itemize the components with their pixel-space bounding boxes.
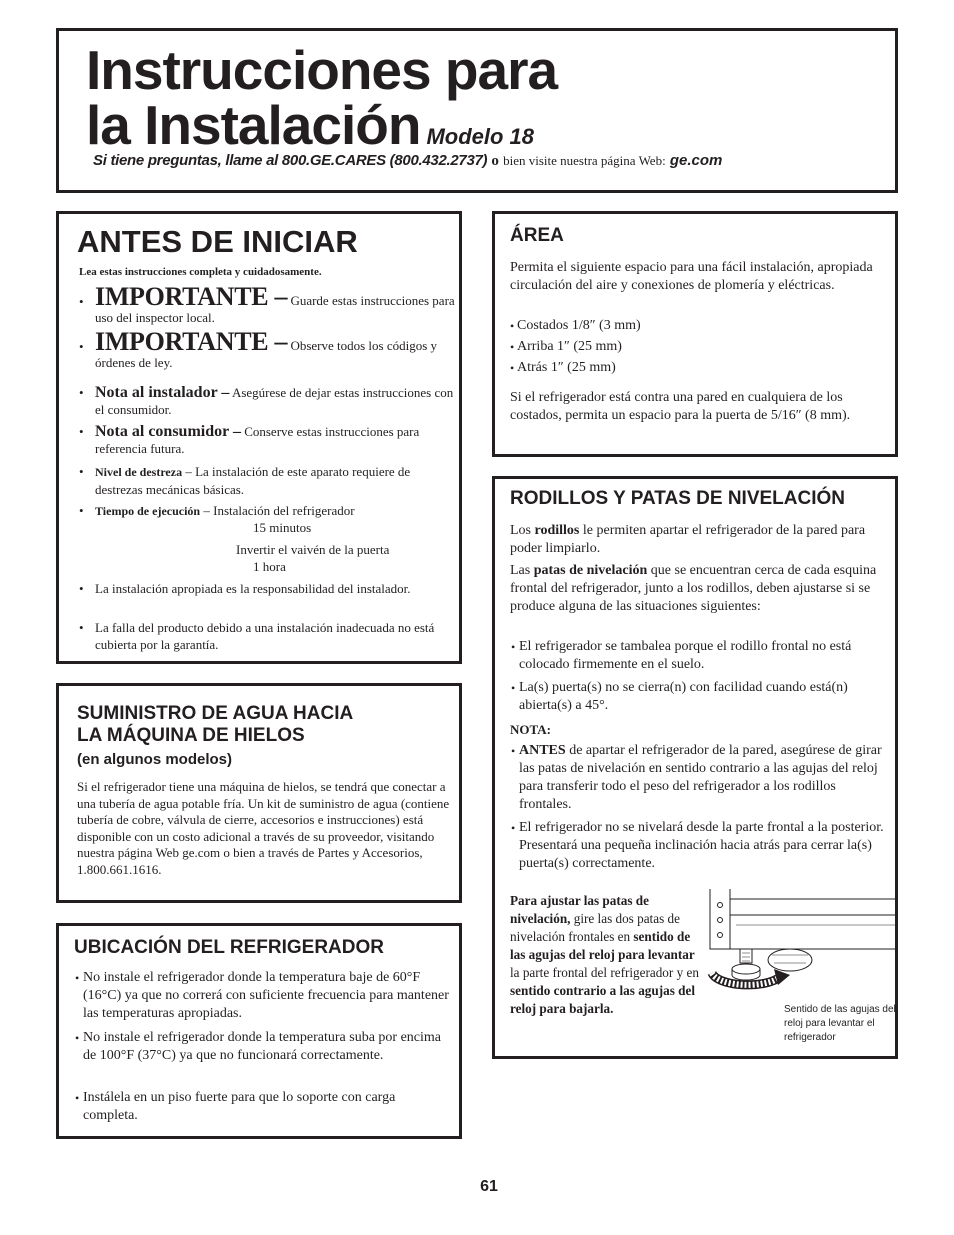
suministro-agua-title-line1: SUMINISTRO DE AGUA HACIA [77, 703, 354, 724]
ajustar-bold-3: sentido contrario a las agujas del reloj para bajarla. [510, 983, 695, 1016]
bullet: • [79, 464, 84, 479]
rodillos-bullet-2-text: La(s) puerta(s) no se cierra(n) con facilidad cuando está(n) abierta(s) a 45°. [519, 680, 848, 713]
page-number: 61 [480, 1178, 498, 1195]
screw-icon [718, 903, 723, 908]
ubicacion-item-text: Instálela en un piso fuerte para que lo soporte con carga completa. [83, 1090, 396, 1123]
contact-or: o [491, 153, 499, 169]
contact-line [93, 152, 722, 170]
area-item-text: Costados 1/8″ (3 mm) [517, 318, 641, 333]
antes-lead: Lea estas instrucciones completa y cuidadosamente. [79, 266, 322, 278]
leveling-leg-illustration [700, 885, 895, 1015]
bullet: • [75, 971, 80, 985]
nota-instalador-text: Asegúrese de dejar estas instrucciones con el consumidor. [95, 385, 454, 417]
bullet: • [510, 340, 515, 354]
screw-icon [718, 933, 723, 938]
suministro-agua-box [56, 683, 462, 903]
importante-1-label: IMPORTANTE – [95, 282, 288, 311]
rodillos-bullet-1 [511, 638, 889, 674]
rodillos-p1-bold: rodillos [534, 523, 580, 538]
importante-2-text: Observe todos los códigos y órdenes de ley. [95, 338, 438, 370]
ubicacion-item-text: No instale el refrigerador donde la temperatura baje de 60°F (16°C) ya que no correrá con suficiente frecuencia para mantener las temperaturas apropiadas. [83, 970, 449, 1021]
rodillos-bullet-4-text: El refrigerador no se nivelará desde la parte frontal a la posterior. Presentará una pequeña inclinación hacia atrás para cerrar la(s) puerta(s) correctamente. [519, 820, 884, 871]
rodillos-box [492, 476, 898, 1059]
cabinet-corner-outline [710, 889, 730, 949]
page-title-line1: Instrucciones para [86, 39, 558, 101]
rodillos-p2-c: que se encuentran cerca de cada esquina frontal del refrigerador, junto a los rodillos, deben ajustarse si se produce alguna de las situaciones siguientes: [510, 563, 877, 614]
bullet: • [79, 385, 84, 400]
bullet: • [510, 319, 515, 333]
antes-de-iniciar-box [56, 211, 462, 664]
bullet: • [79, 424, 84, 439]
nivel-destreza-label: Nivel de destreza [95, 465, 183, 479]
tiempo-valor-2: 1 hora [253, 559, 286, 574]
bullet: • [511, 821, 516, 835]
ubicacion-item [75, 1089, 453, 1125]
bullet: • [79, 620, 84, 635]
tiempo-ejecucion-text2: Invertir el vaivén de la puerta [236, 542, 390, 557]
screw-icon [718, 918, 723, 923]
area-item [510, 338, 622, 356]
ubicacion-title: UBICACIÓN DEL REFRIGERADOR [74, 937, 384, 958]
rodillos-p2 [510, 562, 890, 616]
bullet: • [510, 361, 515, 375]
area-text: Permita el siguiente espacio para una fácil instalación, apropiada circulación del aire y conexiones de plomería y eléctricas. [510, 260, 873, 293]
bullet: • [511, 640, 516, 654]
ajustar-bold-2: sentido de las agujas del reloj para levantar [510, 929, 695, 962]
rodillos-bullet-2 [511, 679, 889, 715]
nota-label: NOTA: [510, 722, 551, 737]
nota-instalador-label: Nota al instalador – [95, 384, 230, 401]
nota-consumidor-item [79, 423, 455, 457]
rodillos-bullet-4 [511, 819, 889, 873]
illustration-caption: Sentido de las agujas del reloj para levantar el refrigerador [784, 1004, 896, 1043]
ubicacion-item [75, 1029, 453, 1065]
rodillos-p1-c: le permiten apartar el refrigerador de la pared para poder limpiarlo. [510, 523, 866, 556]
bullet: • [79, 339, 84, 354]
tiempo-valor-1: 15 minutos [253, 520, 312, 535]
leveling-leg-thread [742, 953, 750, 961]
area-title: ÁREA [510, 225, 564, 246]
rodillos-bullet-3 [511, 742, 889, 814]
page-title-line2-text: la Instalación [86, 94, 421, 156]
ajustar-bold-1: Para ajustar las patas de nivelación, [510, 893, 649, 926]
ajustar-text-1: gire las dos patas de nivelación frontales en [510, 911, 680, 944]
falla-text: La falla del producto debido a una instalación inadecuada no está cubierta por la garantía. [95, 620, 435, 652]
rodillos-title: RODILLOS Y PATAS DE NIVELACIÓN [510, 488, 845, 509]
bullet: • [511, 681, 516, 695]
area-box [492, 211, 898, 457]
model-label: Modelo 18 [426, 124, 535, 149]
roller-icon [768, 949, 812, 971]
area-item-text: Arriba 1″ (25 mm) [517, 339, 622, 354]
area-item [510, 359, 616, 377]
ajustar-patas-text [510, 892, 700, 1018]
contact-web-text: bien visite nuestra página Web: [503, 153, 666, 168]
roller-detail [772, 955, 808, 963]
nivel-destreza-text: – La instalación de este aparato requiere de destrezas mecánicas básicas. [95, 464, 411, 497]
rodillos-p2-bold: patas de nivelación [533, 563, 648, 578]
importante-2-item [79, 327, 455, 371]
responsabilidad-text: La instalación apropiada es la responsabilidad del instalador. [95, 581, 411, 596]
rodillos-bullet-1-text: El refrigerador se tambalea porque el rodillo frontal no está colocado firmemente en el suelo. [519, 639, 852, 672]
rodillos-p2-a: Las [510, 563, 531, 578]
importante-2-label: IMPORTANTE – [95, 327, 288, 356]
nota-consumidor-text: Conserve estas instrucciones para referencia futura. [95, 424, 420, 456]
importante-1-item [79, 282, 455, 326]
rodillos-p1 [510, 522, 890, 558]
suministro-agua-title-line2: LA MÁQUINA DE HIELOS [77, 725, 305, 746]
ubicacion-item [75, 969, 453, 1023]
suministro-agua-subtitle: (en algunos modelos) [77, 751, 233, 768]
area-item [510, 317, 641, 335]
falla-item [79, 619, 455, 653]
rodillos-p1-a: Los [510, 523, 531, 538]
bullet: • [79, 294, 84, 309]
bullet: • [79, 581, 84, 596]
responsabilidad-item [79, 580, 455, 597]
tiempo-ejecucion-item [79, 502, 455, 520]
suministro-agua-title [77, 703, 353, 747]
nota-consumidor-label: Nota al consumidor – [95, 423, 241, 440]
bullet: • [75, 1031, 80, 1045]
importante-1-text: Guarde estas instrucciones para uso del inspector local. [95, 293, 455, 325]
bullet: • [511, 744, 516, 758]
ubicacion-box [56, 923, 462, 1139]
antes-title: ANTES DE INICIAR [77, 224, 358, 259]
tiempo-ejecucion-text1: – Instalación del refrigerador [203, 503, 355, 518]
rodillos-bullet-3-text: de apartar el refrigerador de la pared, asegúrese de girar las patas de nivelación en sentido contrario a las agujas del reloj para transferir todo el peso del refrigerador a los rodillos frontales. [519, 743, 882, 812]
leveling-leg-foot [732, 964, 760, 974]
tiempo-ejecucion-label: Tiempo de ejecución [95, 504, 201, 518]
bullet: • [79, 503, 84, 518]
ajustar-text-2: la parte frontal del refrigerador y en [510, 965, 699, 980]
nota-instalador-item [79, 384, 455, 418]
nivel-destreza-item [79, 463, 455, 498]
rodillos-bullet-3-bold: ANTES [519, 743, 566, 758]
area-item-text: Atrás 1″ (25 mm) [517, 360, 616, 375]
area-note: Si el refrigerador está contra una pared en cualquiera de los costados, permita un espacio para la puerta de 5/16″ (8 mm). [510, 390, 851, 423]
suministro-agua-text: Si el refrigerador tiene una máquina de hielos, se tendrá que conectar a una tubería de agua potable fría. Un kit de suministro de agua (contiene tubería de cobre, válvula de cierre, accesorios e instrucciones) está disponible con un costo adicional a través de su proveedor, visitando nuestra página Web ge.com o bien a través de Partes y Accesorios, 1.800.661.1616. [77, 779, 450, 877]
header-box [56, 28, 898, 193]
bullet: • [75, 1091, 80, 1105]
contact-question: Si tiene preguntas, llame al 800.GE.CARES (800.432.2737) [93, 152, 488, 169]
contact-web-link[interactable]: ge.com [669, 152, 723, 169]
ubicacion-item-text: No instale el refrigerador donde la temperatura suba por encima de 100°F (37°C) ya que no funcionará correctamente. [83, 1030, 442, 1063]
